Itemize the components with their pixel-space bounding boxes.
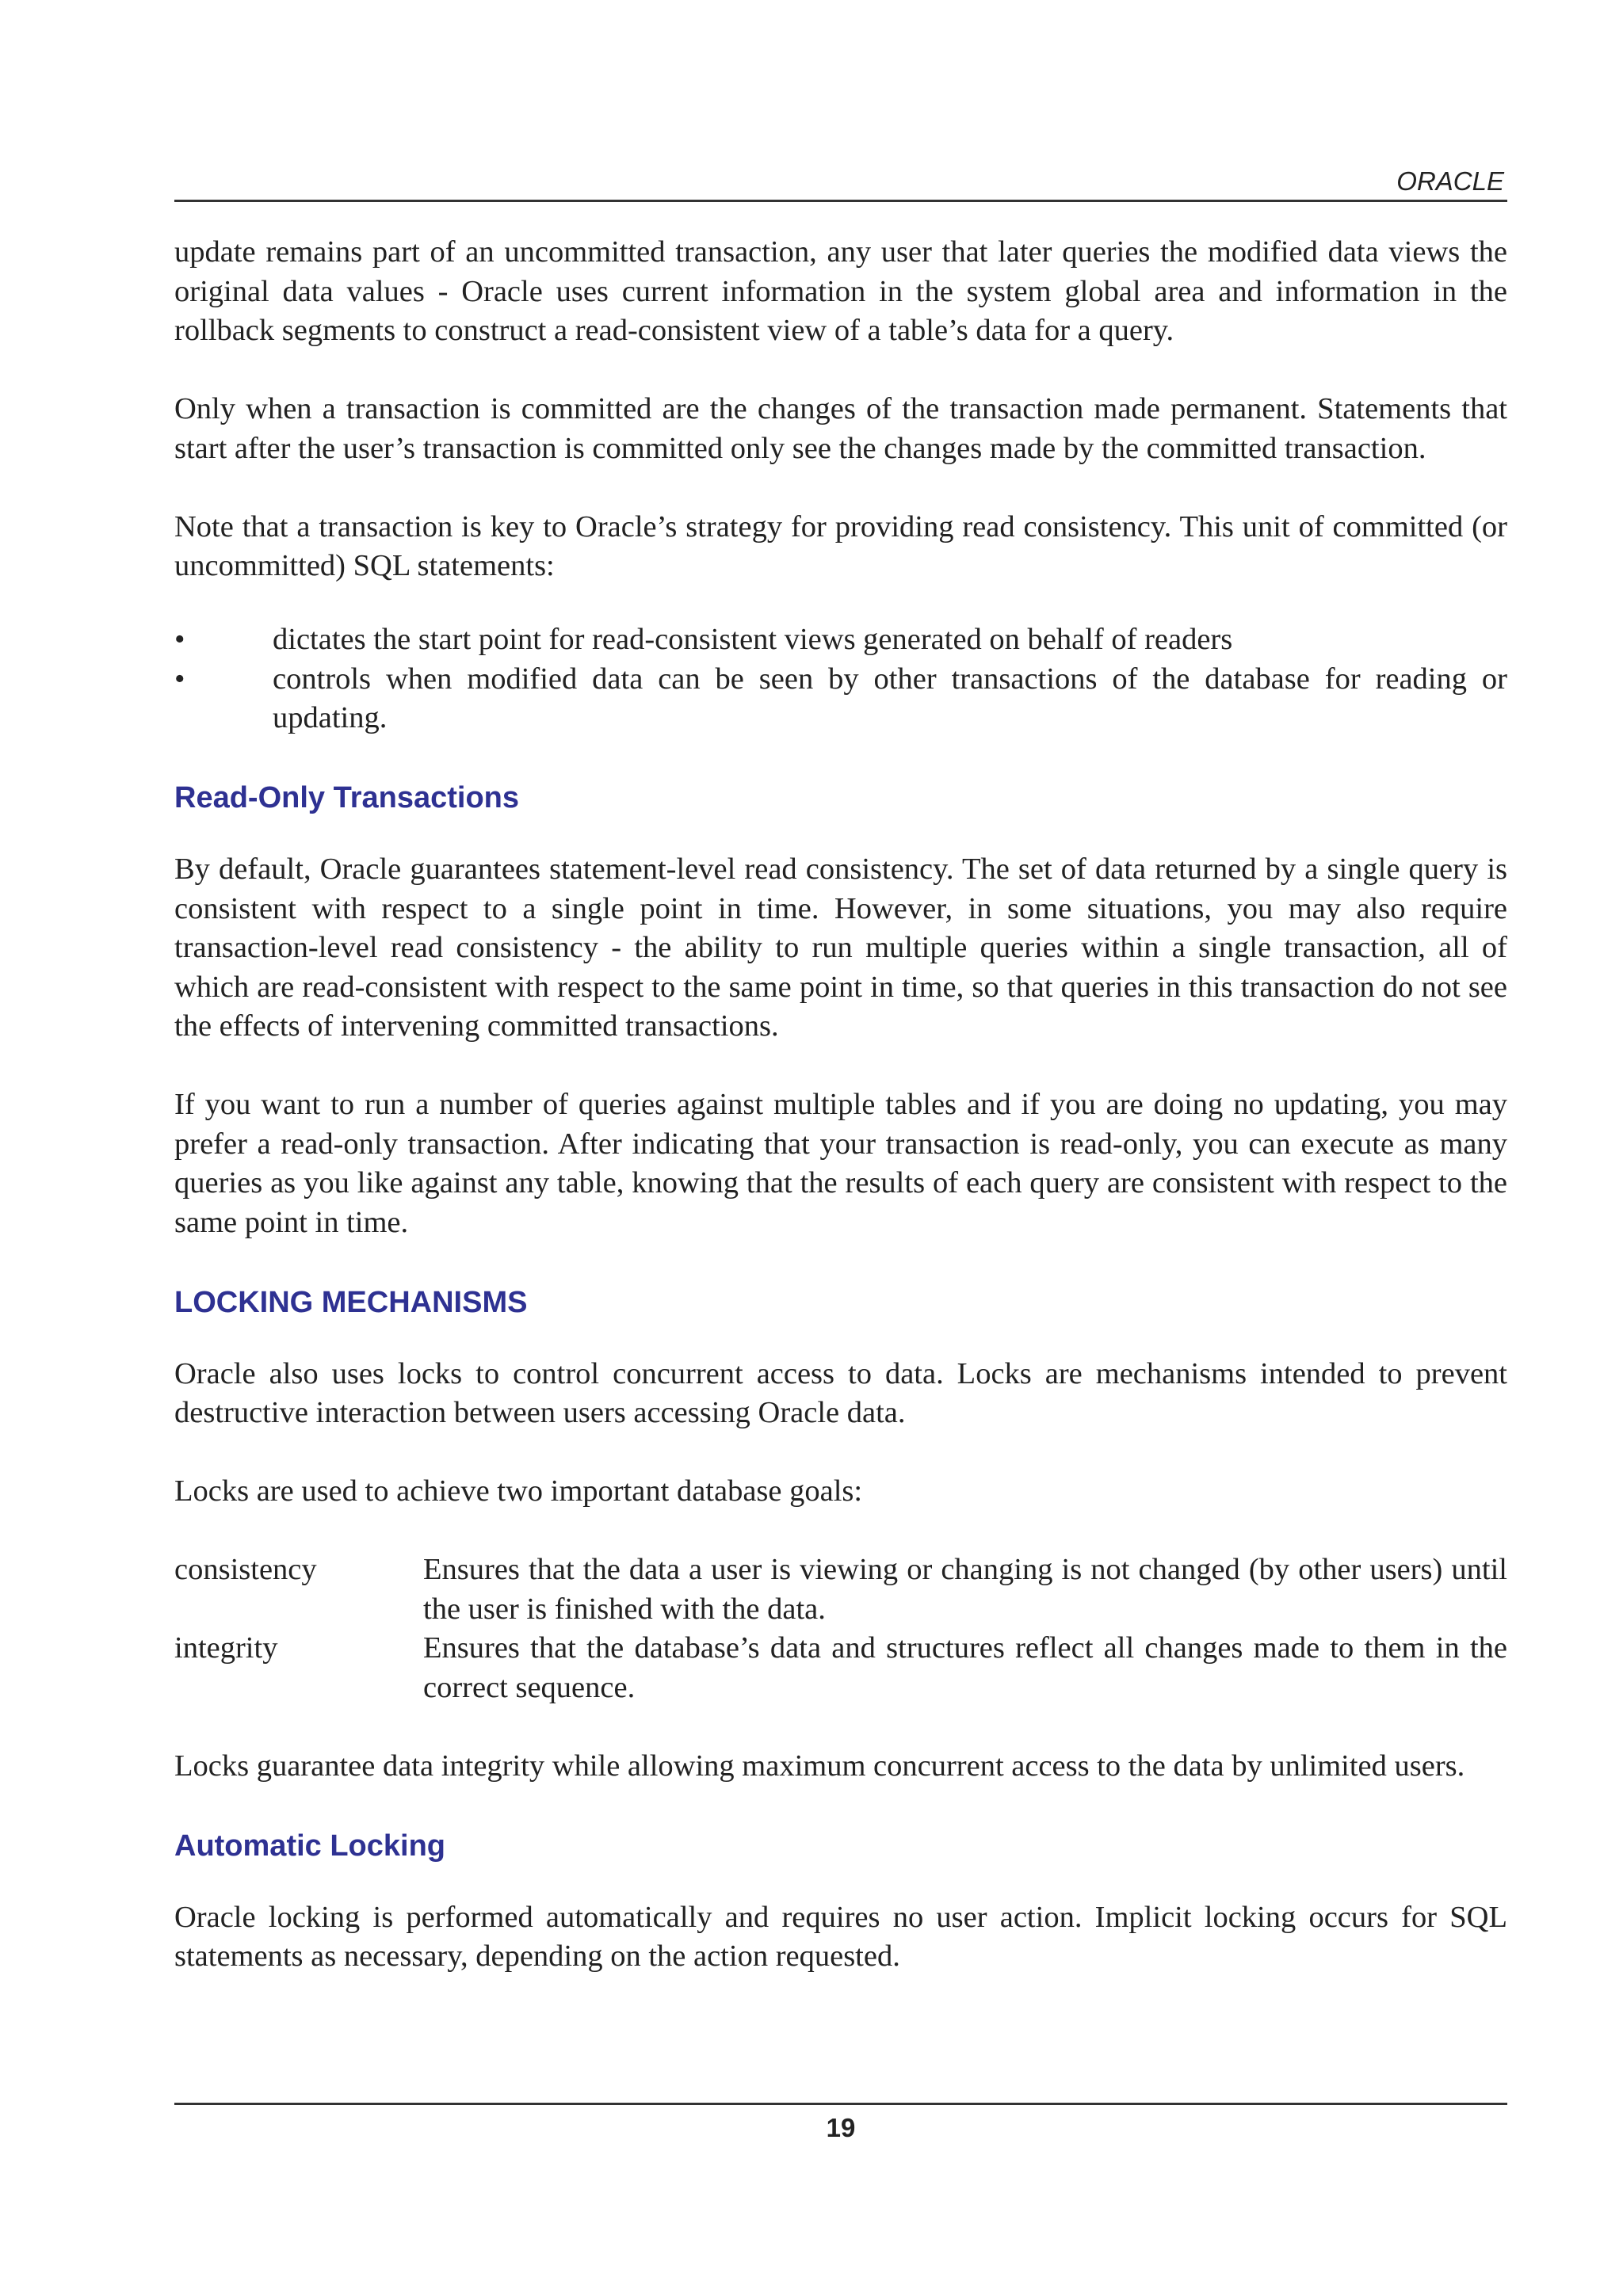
paragraph-automatic-locking: Oracle locking is performed automatically and requires no user action. Implicit locking occurs for SQL statements as necessary, depending on the action requested.	[174, 1900, 1507, 1973]
definition-row	[174, 1629, 1507, 1707]
goals-definition-list	[174, 1550, 1507, 1707]
list-item	[174, 660, 1507, 738]
page-content	[174, 233, 1507, 2016]
running-head: ORACLE	[1396, 166, 1504, 196]
paragraph-statement-level-consistency: By default, Oracle guarantees statement-level read consistency. The set of data returned by a single query is consistent with respect to a single point in time. However, in some situations, you may also require transaction-level read consistency - the ability to run multiple queries within a single transaction, all of which are read-consistent with respect to the same point in time, so that queries in this transaction do not see the effects of intervening committed transactions.	[174, 852, 1507, 1043]
paragraph-lock-goals: Locks are used to achieve two important database goals:	[174, 1474, 863, 1508]
bullet-icon: •	[174, 662, 185, 696]
definition-text: Ensures that the database’s data and structures reflect all changes made to them in the correct sequence.	[423, 1631, 1507, 1704]
list-item-text: dictates the start point for read-consistent views generated on behalf of readers	[273, 623, 1233, 656]
definition-term: integrity	[174, 1631, 278, 1665]
page-number: 19	[826, 2113, 856, 2142]
paragraph-transaction-key: Note that a transaction is key to Oracle’s strategy for providing read consistency. This unit of committed (or uncommitted) SQL statements:	[174, 509, 1507, 582]
header-rule	[174, 200, 1507, 202]
bullet-icon: •	[174, 623, 185, 656]
footer-rule	[174, 2103, 1507, 2105]
list-item-text: controls when modified data can be seen by other transactions of the database for reading or updating.	[273, 662, 1507, 734]
paragraph-read-only-transaction: If you want to run a number of queries against multiple tables and if you are doing no updating, you may prefer a read-only transaction. After indicating that your transaction is read-only, you can execute as many queries as you like against any table, knowing that the results of each query are consistent with respect to the same point in time.	[174, 1088, 1507, 1239]
paragraph-locks-intro: Oracle also uses locks to control concurrent access to data. Locks are mechanisms intended to prevent destructive interaction between users accessing Oracle data.	[174, 1356, 1507, 1429]
heading-read-only-transactions: Read-Only Transactions	[174, 781, 520, 814]
paragraph-uncommitted-update: update remains part of an uncommitted transaction, any user that later queries the modified data views the original data values - Oracle uses current information in the system global area and information in the rollback segments to construct a read-consistent view of a table’s data for a query.	[174, 235, 1507, 347]
paragraph-locks-guarantee: Locks guarantee data integrity while allowing maximum concurrent access to the data by unlimited users.	[174, 1749, 1465, 1783]
heading-locking-mechanisms: LOCKING MECHANISMS	[174, 1285, 528, 1319]
bullet-list	[174, 620, 1507, 738]
paragraph-committed-changes: Only when a transaction is committed are the changes of the transaction made permanent. Statements that start after the user’s transaction is committed only see the changes made by the committed transaction.	[174, 392, 1507, 465]
definition-text: Ensures that the data a user is viewing or changing is not changed (by other users) until the user is finished with the data.	[423, 1553, 1507, 1626]
definition-term: consistency	[174, 1553, 317, 1586]
document-page	[174, 0, 1507, 2296]
heading-automatic-locking: Automatic Locking	[174, 1829, 446, 1863]
list-item	[174, 620, 1507, 660]
definition-row	[174, 1550, 1507, 1629]
